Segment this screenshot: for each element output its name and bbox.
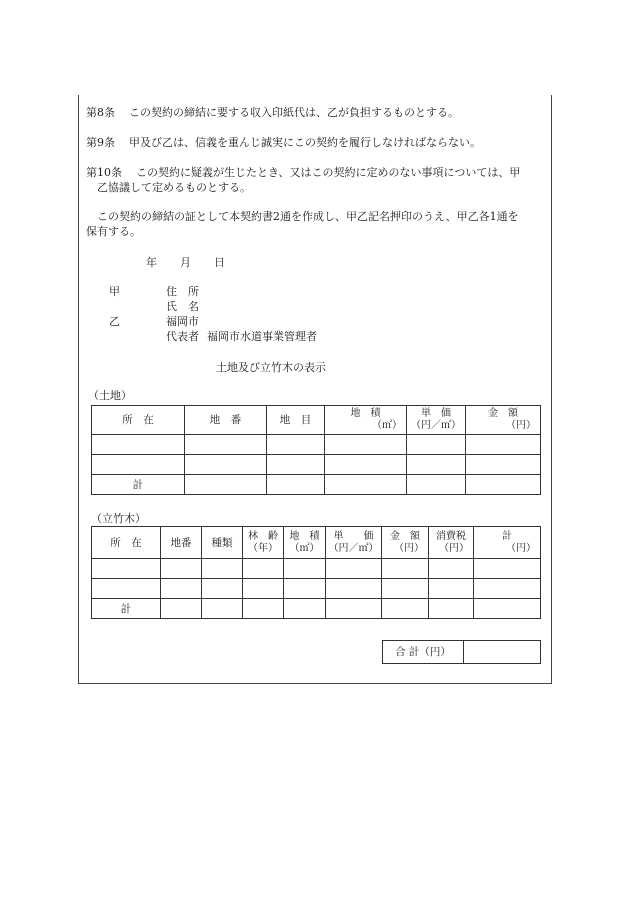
date-year: 年	[146, 256, 157, 269]
party-representative	[166, 330, 317, 344]
trees-total-row	[92, 599, 541, 619]
trees-header-age-unit: （年）	[248, 542, 278, 554]
land-total-row	[92, 475, 541, 495]
trees-header-amount	[382, 527, 429, 559]
land-header-unit-price	[407, 406, 466, 435]
article-9-text: 甲及び乙は、信義を重んじ誠実にこの契約を履行しなければならない。	[129, 136, 481, 149]
grand-total-table	[382, 640, 541, 664]
trees-header-area-unit: （㎡）	[289, 542, 320, 554]
trees-total-label: 計	[92, 599, 161, 619]
article-8	[86, 106, 459, 120]
trees-header-lot: 地番	[161, 527, 202, 559]
article-8-number: 第8条	[86, 106, 115, 119]
section-title: 土地及び立竹木の表示	[216, 361, 326, 374]
land-header-category: 地 目	[267, 406, 325, 435]
trees-header-unit-price	[326, 527, 382, 559]
article-10	[86, 166, 520, 180]
grand-total-value[interactable]	[464, 641, 541, 664]
land-header-amount-label: 金 額	[488, 408, 518, 419]
land-total-label: 計	[92, 475, 185, 495]
trees-header-kind: 種類	[202, 527, 243, 559]
trees-header-area-label: 地 積	[289, 530, 320, 542]
land-header-amount-unit: （円）	[506, 420, 536, 431]
party-city: 福岡市	[166, 315, 199, 328]
trees-header-total-unit: （円）	[506, 542, 536, 554]
land-header-unit-price-unit: （円／㎡）	[411, 420, 461, 431]
article-9	[86, 136, 481, 150]
closing-line-1: この契約の締結の証として本契約書2通を作成し、甲乙記名押印のうえ、甲乙各1通を	[97, 210, 519, 223]
trees-table	[91, 526, 541, 619]
land-row	[92, 455, 541, 475]
land-header-unit-price-label: 単 価	[421, 408, 451, 419]
article-8-text: この契約の締結に要する収入印紙代は、乙が負担するものとする。	[129, 106, 459, 119]
land-table	[91, 405, 541, 495]
trees-header-amount-unit: （円）	[394, 542, 424, 554]
rep-label: 代表者	[166, 330, 199, 343]
party-otsu: 乙	[109, 315, 120, 328]
land-header-location: 所 在	[92, 406, 185, 435]
land-header-row	[92, 406, 541, 435]
trees-header-row	[92, 527, 541, 559]
trees-header-tax	[429, 527, 474, 559]
date-day: 日	[214, 256, 225, 269]
trees-header-amount-label: 金 額	[390, 530, 420, 542]
land-row	[92, 435, 541, 455]
trees-header-age-label: 林 齢	[248, 530, 278, 542]
article-9-number: 第9条	[86, 136, 115, 149]
grand-total-label: 合 計（円）	[383, 641, 464, 664]
party-name-label: 氏 名	[166, 300, 199, 313]
party-kou: 甲	[109, 285, 120, 298]
article-10-number: 第10条	[86, 166, 122, 179]
land-header-area-label: 地 積	[350, 408, 381, 419]
trees-header-tax-unit: （円）	[439, 542, 469, 554]
trees-header-location: 所 在	[92, 527, 161, 559]
trees-row	[92, 579, 541, 599]
trees-header-unit-price-unit: （円／㎡）	[328, 542, 379, 554]
trees-row	[92, 559, 541, 579]
closing-line-2: 保有する。	[86, 225, 141, 238]
land-caption: （土地）	[88, 389, 132, 402]
trees-header-unit-price-label: 単 価	[333, 530, 374, 542]
article-10-continuation: 乙協議して定めるものとする。	[97, 181, 251, 194]
rep-name: 福岡市水道事業管理者	[207, 330, 317, 343]
trees-caption: （立竹木）	[91, 512, 146, 525]
party-address-label: 住 所	[166, 285, 199, 298]
trees-header-age	[243, 527, 284, 559]
land-header-amount	[466, 406, 541, 435]
trees-header-total-label: 計	[502, 530, 512, 542]
trees-header-total	[474, 527, 541, 559]
article-10-text: この契約に疑義が生じたとき、又はこの契約に定めのない事項については、甲	[136, 166, 521, 179]
land-header-lot: 地 番	[185, 406, 267, 435]
land-header-area	[325, 406, 407, 435]
trees-header-area	[284, 527, 326, 559]
trees-header-tax-label: 消費税	[436, 530, 466, 542]
date-month: 月	[180, 256, 191, 269]
land-header-area-unit: （㎡）	[372, 420, 402, 431]
